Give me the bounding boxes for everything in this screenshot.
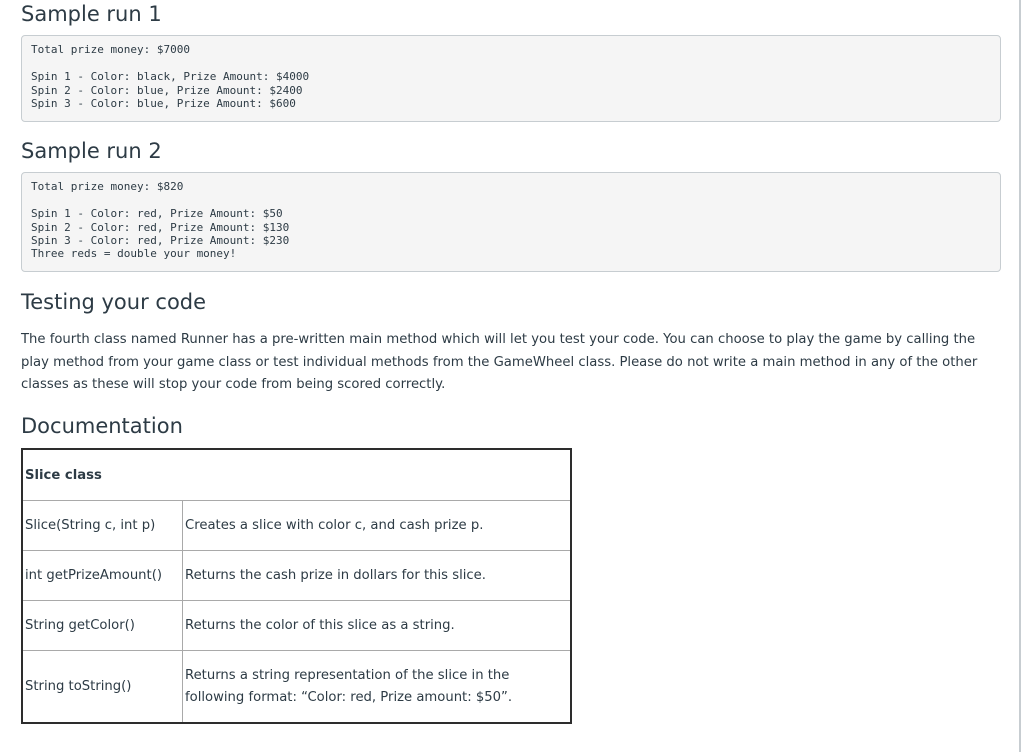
code-line: Total prize money: $820 xyxy=(31,180,184,193)
method-cell: String toString() xyxy=(22,651,183,724)
code-line: Spin 2 - Color: red, Prize Amount: $130 xyxy=(31,220,290,234)
code-blank-line xyxy=(31,193,991,207)
method-cell: int getPrizeAmount() xyxy=(22,551,183,601)
code-blank-line xyxy=(31,56,991,70)
description-cell: Returns the color of this slice as a string. xyxy=(183,601,572,651)
table-row xyxy=(22,501,571,551)
testing-heading: Testing your code xyxy=(21,290,207,314)
slice-class-table xyxy=(21,448,572,724)
table-header-row xyxy=(22,449,571,501)
testing-paragraph: The fourth class named Runner has a pre-written main method which will let you test your code. You can choose to play the game by calling the play method from your game class or test individual methods from the GameWheel class. Please do not write a main method in any of the other classes as these will stop your code from being scored correctly. xyxy=(21,332,978,392)
description-cell: Creates a slice with color c, and cash prize p. xyxy=(183,501,572,551)
table-row xyxy=(22,651,571,724)
code-line: Spin 3 - Color: red, Prize Amount: $230 xyxy=(31,233,290,247)
sample-run-1-heading: Sample run 1 xyxy=(21,2,162,26)
table-header-cell: Slice class xyxy=(22,449,571,501)
description-cell: Returns the cash prize in dollars for this slice. xyxy=(183,551,572,601)
code-line: Spin 2 - Color: blue, Prize Amount: $2400 xyxy=(31,83,303,97)
table-row xyxy=(22,601,571,651)
code-line: Total prize money: $7000 xyxy=(31,43,190,56)
code-line: Three reds = double your money! xyxy=(31,247,237,261)
sample-run-2-heading: Sample run 2 xyxy=(21,139,162,163)
table-row xyxy=(22,551,571,601)
sample-run-2-code xyxy=(21,172,1001,272)
description-cell: Returns a string representation of the slice in the following format: “Color: red, Prize amount: $50”. xyxy=(183,651,572,724)
method-cell: Slice(String c, int p) xyxy=(22,501,183,551)
code-line: Spin 3 - Color: blue, Prize Amount: $600 xyxy=(31,96,296,110)
documentation-heading: Documentation xyxy=(21,414,183,438)
sample-run-1-code xyxy=(21,35,1001,122)
code-line: Spin 1 - Color: black, Prize Amount: $4000 xyxy=(31,70,310,84)
code-line: Spin 1 - Color: red, Prize Amount: $50 xyxy=(31,207,283,221)
method-cell: String getColor() xyxy=(22,601,183,651)
